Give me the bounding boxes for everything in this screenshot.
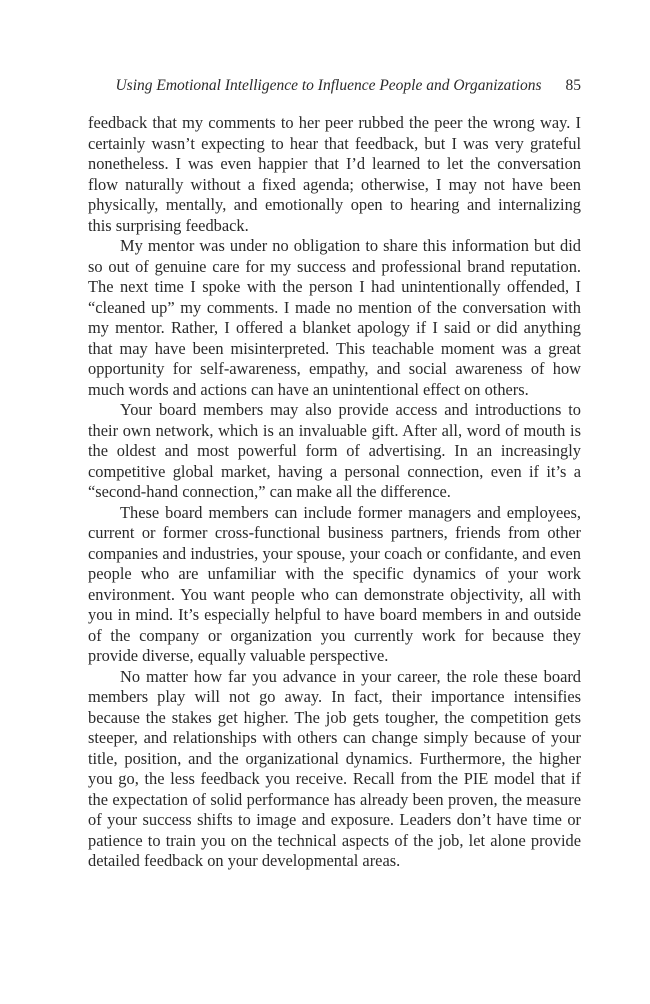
page-number: 85 [565,77,581,94]
paragraph: These board members can include former managers and employees, current or former cross-functional business partners, friends from other companies and industries, your spouse, your coach or confidante, and even people who are unfamiliar with the specific dynamics of your work environment. You want people who can demonstrate objectivity, all with you in mind. It’s especially helpful to have board members in and outside of the company or organization you currently work for because they provide diverse, equally valuable perspective. [88,502,581,665]
running-header [88,76,581,96]
book-page [88,76,581,872]
paragraph: No matter how far you advance in your career, the role these board members play will not go away. In fact, their importance intensifies because the stakes get higher. The job gets tougher, the competition gets steeper, and relationships with others can change simply because of your title, position, and the organizational dynamics. Furthermore, the higher you go, the less feedback you receive. Recall from the PIE model that if the expectation of solid performance has already been proven, the measure of your success shifts to image and exposure. Leaders don’t have time or patience to train you on the technical aspects of the job, let alone provide detailed feedback on your developmental areas. [88,666,581,870]
paragraph: My mentor was under no obligation to share this information but did so out of genuine care for my success and professional brand reputation. The next time I spoke with the person I had unintentionally offended, I “cleaned up” my comments. I made no mention of the conversation with my mentor. Rather, I offered a blanket apology if I said or did anything that may have been misinterpreted. This teachable moment was a great opportunity for self-awareness, empathy, and social awareness of how much words and actions can have an unintentional effect on others. [88,236,581,399]
paragraph: Your board members may also provide access and introductions to their own network, which is an invaluable gift. After all, word of mouth is the oldest and most powerful form of advertising. In an increasingly competitive global market, having a personal connection, even if it’s a “second-hand connection,” can make all the difference. [88,400,581,501]
paragraph-continued: feedback that my comments to her peer rubbed the peer the wrong way. I certainly wasn’t expecting to hear that feedback, but I was very grateful nonetheless. I was even happier that I’d learned to let the conversation flow naturally without a fixed agenda; otherwise, I may not have been physically, mentally, and emotionally open to hearing and internalizing this surprising feedback. [88,113,581,235]
body-text [88,113,581,872]
running-title: Using Emotional Intelligence to Influence People and Organizations [115,77,542,94]
